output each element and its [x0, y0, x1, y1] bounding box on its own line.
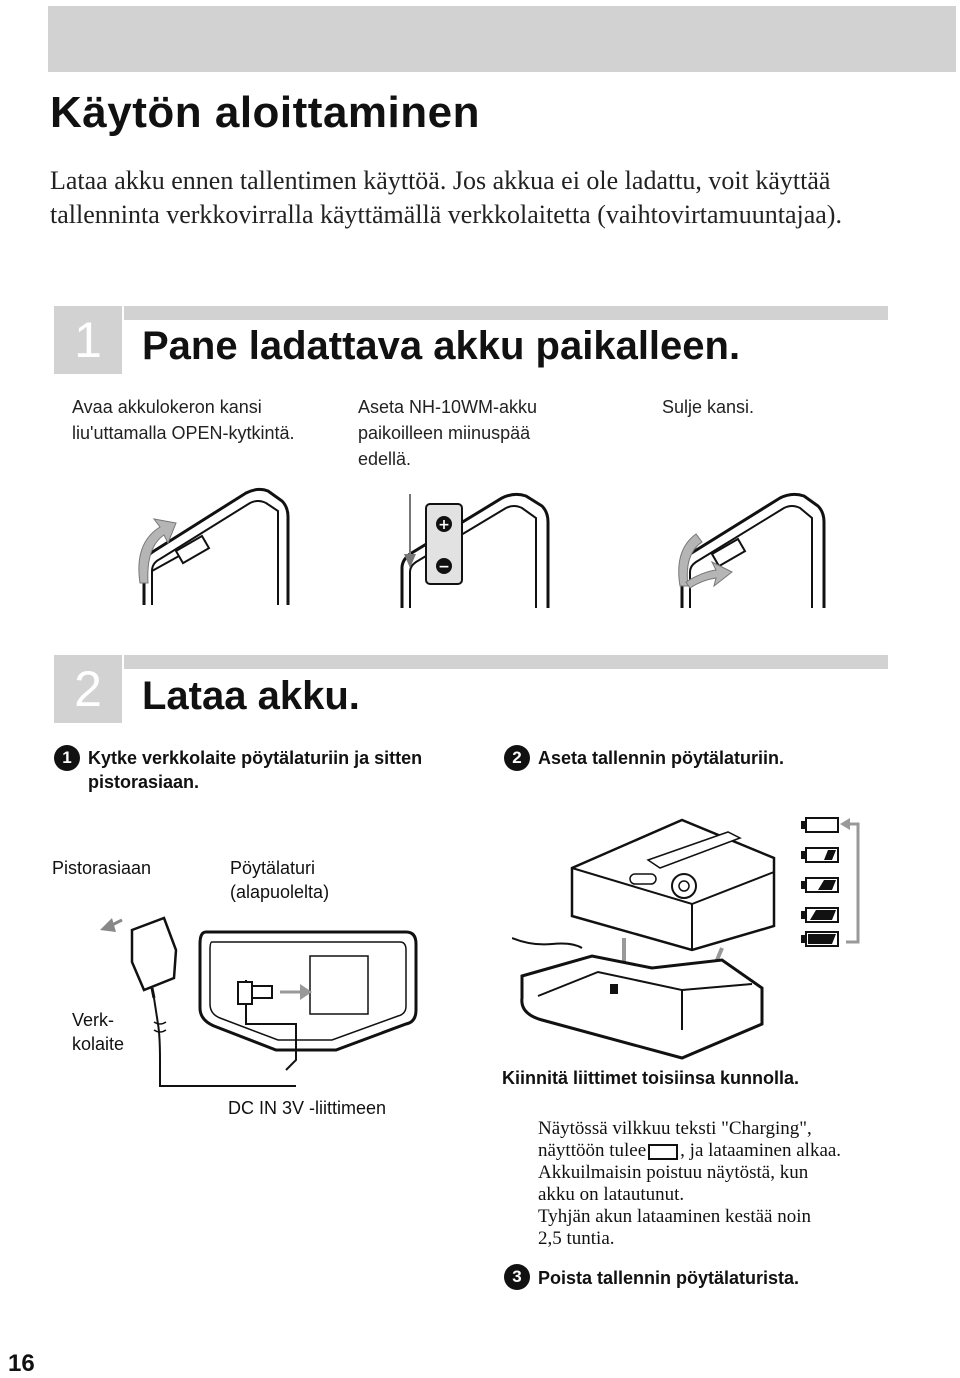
sub-step-1-badge: 1 [54, 745, 80, 771]
empty-battery-icon [648, 1144, 678, 1160]
intro-text: Lataa akku ennen tallentimen käyttöä. Jos akkua ei ole ladattu, voit käyttää tallenninta verkkovirralla käyttämällä verkkolaitetta (vaihtovirtamuuntajaa). [50, 166, 842, 229]
step1-bar [124, 306, 888, 320]
charging-info [538, 1118, 958, 1250]
info-line-2a: näyttöön tulee [538, 1140, 647, 1161]
step1-number: 1 [54, 306, 122, 374]
sub-step-2-text: Aseta tallennin pöytälaturiin. [538, 748, 785, 768]
step2-number: 2 [54, 655, 122, 723]
label-charger: Pöytälaturi (alapuolelta) [230, 858, 330, 902]
charger-underside-illustration [96, 900, 426, 1100]
plus-sign: + [438, 517, 450, 533]
label-outlet: Pistorasiaan [52, 858, 152, 878]
info-line-5: Tyhjän akun lataaminen kestää noin [538, 1206, 812, 1227]
insert-battery-illustration [398, 490, 558, 612]
step2-bar [124, 655, 888, 669]
page-title: Käytön aloittaminen [50, 88, 480, 137]
close-lid-illustration [672, 490, 832, 612]
sub-step-2-badge: 2 [504, 745, 530, 771]
info-line-3: Akkuilmaisin poistuu näytöstä, kun [538, 1162, 809, 1183]
info-line-1: Näytössä vilkkuu teksti "Charging", [538, 1118, 812, 1139]
step2-title: Lataa akku. [142, 674, 360, 718]
step1-caption-close: Sulje kansi. [662, 397, 755, 417]
sub-step-3-badge: 3 [504, 1264, 530, 1290]
step1-caption-insert: Aseta NH-10WM-akku paikoilleen miinuspää edellä. [358, 397, 538, 469]
info-line-4: akku on latautunut. [538, 1184, 685, 1205]
label-dc-in: DC IN 3V -liittimeen [228, 1098, 387, 1118]
step1-title: Pane ladattava akku paikalleen. [142, 324, 741, 368]
connect-note: Kiinnitä liittimet toisiinsa kunnolla. [502, 1068, 800, 1088]
page-number: 16 [8, 1350, 35, 1377]
header-bar [48, 6, 956, 72]
info-line-2b: , ja lataaminen alkaa. [680, 1140, 842, 1161]
label-adapter: Verk- kolaite [72, 1010, 125, 1054]
open-lid-illustration [130, 485, 300, 610]
step1-caption-open: Avaa akkulokeron kansi liu'uttamalla OPEN-kytkintä. [72, 397, 295, 443]
battery-level-indicator [800, 812, 870, 952]
recorder-on-charger-illustration [512, 808, 792, 1068]
sub-step-1-text: Kytke verkkolaite pöytälaturiin ja sitten pistorasiaan. [88, 748, 423, 792]
minus-sign: − [438, 559, 450, 575]
sub-step-3-text: Poista tallennin pöytälaturista. [538, 1268, 800, 1288]
info-line-6: 2,5 tuntia. [538, 1228, 615, 1249]
info-line-2 [538, 1140, 958, 1162]
